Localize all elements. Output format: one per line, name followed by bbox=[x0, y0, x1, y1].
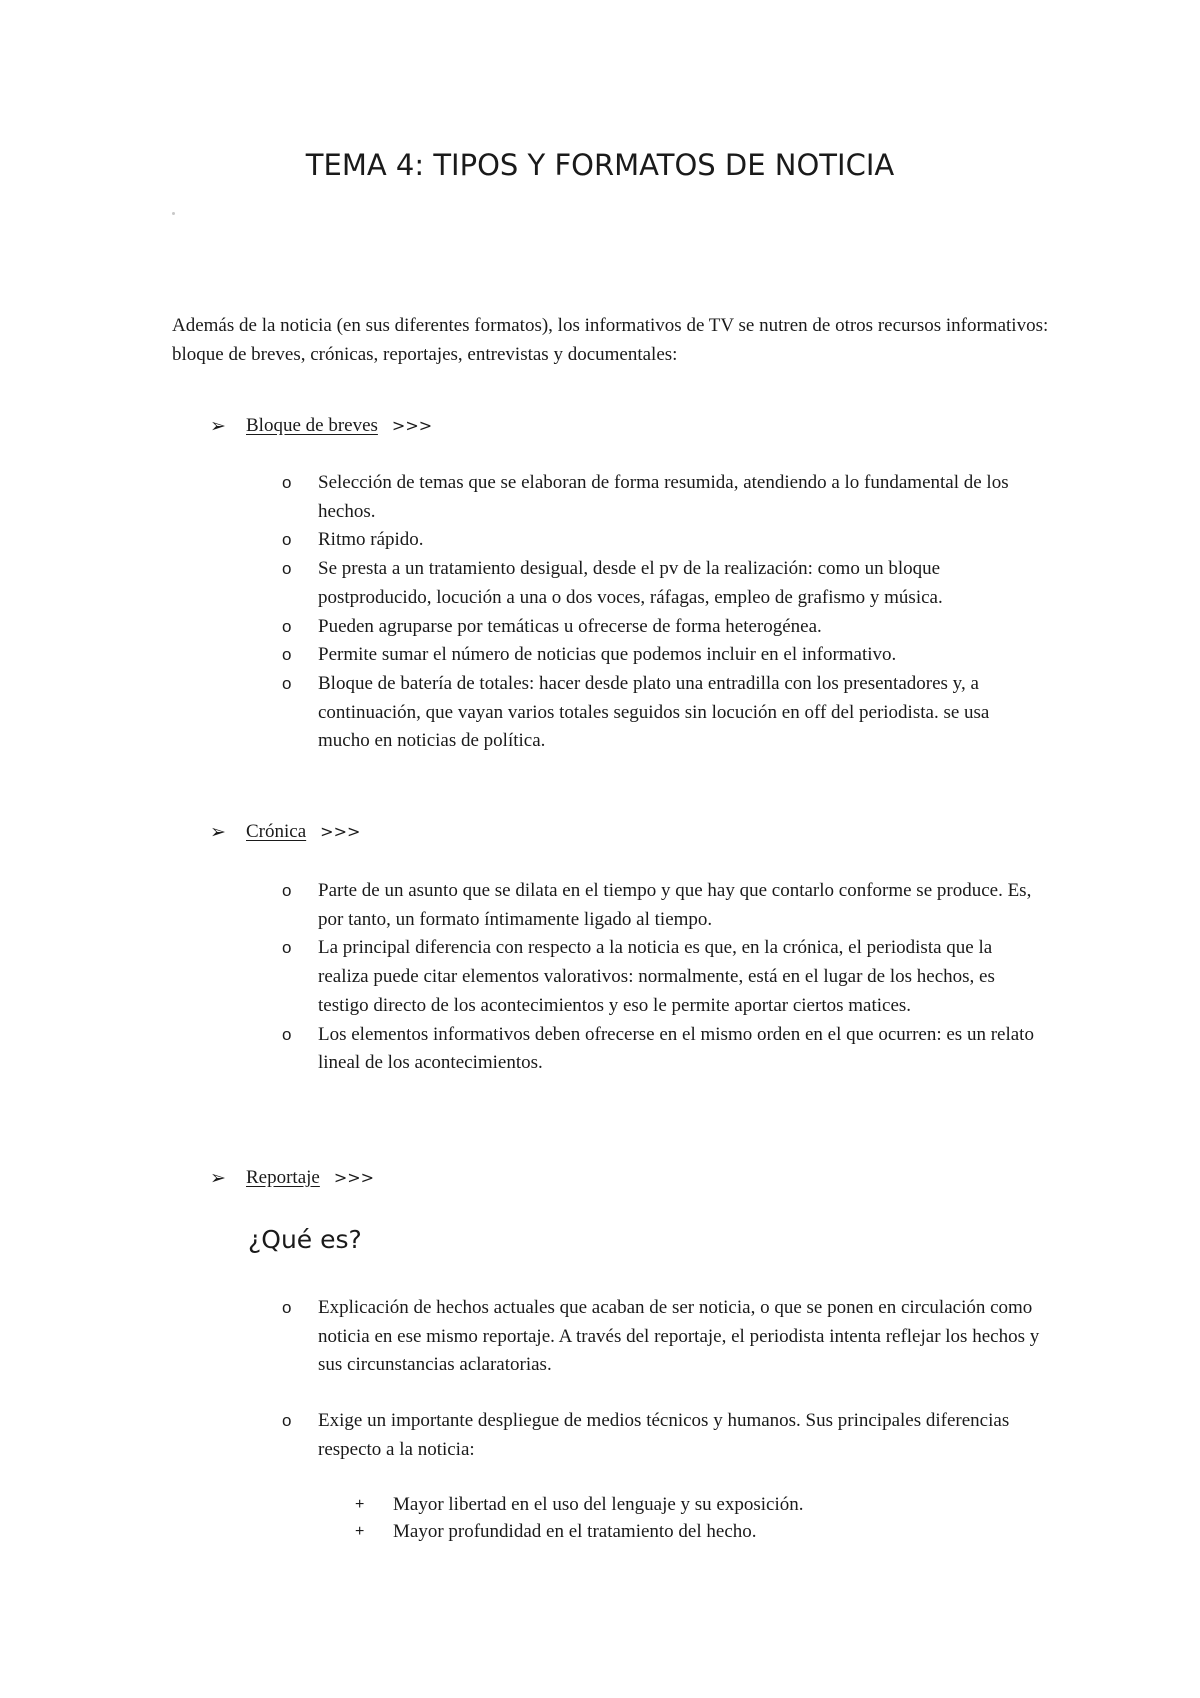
circle-bullet-icon: o bbox=[282, 673, 292, 693]
circle-bullet-icon: o bbox=[282, 1411, 292, 1430]
section-link-bloque-de-breves[interactable]: Bloque de breves bbox=[246, 415, 378, 436]
list-item-text: Mayor libertad en el uso del lenguaje y su exposición. bbox=[393, 1494, 804, 1515]
arrow-bullet-icon: ➢ bbox=[210, 1167, 226, 1189]
list-item bbox=[355, 1491, 1035, 1518]
list-item-text: Pueden agruparse por temáticas u ofrecerse de forma heterogénea. bbox=[318, 615, 822, 637]
decorative-dot bbox=[172, 212, 175, 215]
chevron-marker: >>> bbox=[391, 416, 433, 435]
list-item-text: Permite sumar el número de noticias que podemos incluir en el informativo. bbox=[318, 644, 897, 666]
arrow-bullet-icon: ➢ bbox=[210, 821, 226, 843]
circle-bullet-icon: o bbox=[282, 559, 292, 579]
list-item-text: Parte de un asunto que se dilata en el tiempo y que hay que contarlo conforme se produce. Es, por tanto, un formato íntimamente ligado al tiempo. bbox=[318, 880, 1032, 930]
reportaje-list-part-2 bbox=[282, 1407, 1042, 1464]
list-item bbox=[282, 641, 1042, 670]
chevron-marker: >>> bbox=[320, 822, 361, 841]
list-item-text: La principal diferencia con respecto a la noticia es que, en la crónica, el periodista que la realiza puede citar elementos valorativos: normalmente, está en el lugar de los hechos, es testigo directo de los acontecimientos y eso le permite aportar ciertos matices. bbox=[318, 937, 995, 1016]
plus-bullet-icon: + bbox=[355, 1496, 365, 1513]
section-link-cronica[interactable]: Crónica bbox=[246, 821, 307, 842]
bloque-de-breves-list bbox=[282, 469, 1042, 756]
chevron-marker: >>> bbox=[333, 1168, 375, 1187]
list-item-text: Explicación de hechos actuales que acaban de ser noticia, o que se ponen en circulación como noticia en ese mismo reportaje. A través del reportaje, el periodista intenta reflejar los hechos y sus circunstancias aclaratorias. bbox=[318, 1297, 1040, 1376]
list-item bbox=[282, 1407, 1042, 1464]
circle-bullet-icon: o bbox=[282, 473, 292, 492]
list-item-text: Mayor profundidad en el tratamiento del hecho. bbox=[393, 1521, 757, 1542]
circle-bullet-icon: o bbox=[282, 1024, 292, 1044]
section-link-reportaje[interactable]: Reportaje bbox=[246, 1167, 320, 1188]
list-item bbox=[282, 1021, 1042, 1078]
list-item-text: Selección de temas que se elaboran de forma resumida, atendiendo a lo fundamental de los hechos. bbox=[318, 472, 1009, 522]
list-item-text: Exige un importante despliegue de medios técnicos y humanos. Sus principales diferencias respecto a la noticia: bbox=[318, 1410, 1010, 1460]
list-item-text: Los elementos informativos deben ofrecerse en el mismo orden en el que ocurren: es un relato lineal de los acontecimientos. bbox=[318, 1023, 1034, 1074]
circle-bullet-icon: o bbox=[282, 938, 292, 958]
circle-bullet-icon: o bbox=[282, 616, 292, 636]
reportaje-list-part-1 bbox=[282, 1294, 1042, 1380]
list-item bbox=[282, 1294, 1042, 1380]
arrow-bullet-icon: ➢ bbox=[210, 415, 226, 437]
intro-paragraph: Además de la noticia (en sus diferentes formatos), los informativos de TV se nutren de otros recursos informativos: bloque de breves, crónicas, reportajes, entrevistas y documentales: bbox=[172, 315, 1049, 365]
list-item bbox=[282, 613, 1042, 642]
list-item bbox=[282, 670, 1042, 756]
list-item bbox=[282, 877, 1042, 934]
list-item bbox=[282, 555, 1042, 612]
section-heading-reportaje bbox=[210, 1164, 374, 1192]
cronica-list bbox=[282, 877, 1042, 1078]
section-heading-bloque-de-breves bbox=[210, 412, 432, 440]
page-title: TEMA 4: TIPOS Y FORMATOS DE NOTICIA bbox=[305, 148, 895, 182]
circle-bullet-icon: o bbox=[282, 1298, 292, 1317]
list-item bbox=[355, 1518, 1035, 1545]
circle-bullet-icon: o bbox=[282, 645, 292, 665]
list-item-text: Ritmo rápido. bbox=[318, 529, 424, 551]
section-heading-cronica bbox=[210, 818, 360, 846]
list-item-text: Se presta a un tratamiento desigual, desde el pv de la realización: como un bloque postproducido, locución a una o dos voces, ráfagas, empleo de grafismo y música. bbox=[318, 558, 943, 608]
list-item bbox=[282, 526, 1042, 555]
circle-bullet-icon: o bbox=[282, 530, 292, 550]
reportaje-subheading: ¿Qué es? bbox=[248, 1225, 362, 1254]
circle-bullet-icon: o bbox=[282, 881, 292, 900]
reportaje-differences-list bbox=[355, 1491, 1035, 1545]
list-item bbox=[282, 934, 1042, 1020]
plus-bullet-icon: + bbox=[355, 1523, 365, 1540]
list-item-text: Bloque de batería de totales: hacer desde plato una entradilla con los presentadores y, a continuación, que vayan varios totales seguidos sin locución en off del periodista. se usa mucho en noticias de política. bbox=[318, 672, 990, 752]
list-item bbox=[282, 469, 1042, 526]
